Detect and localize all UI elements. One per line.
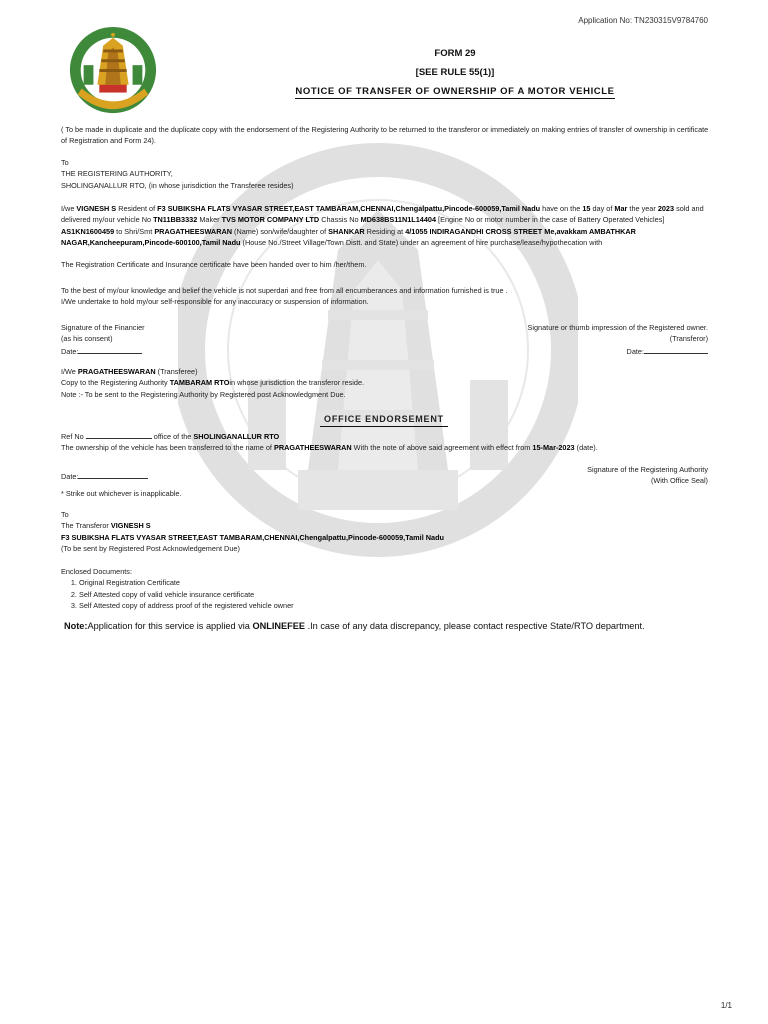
enclosed-item: 1. Original Registration Certificate xyxy=(79,577,711,588)
transferor-address-block: To The Transferor VIGNESH S F3 SUBIKSHA FLATS VYASAR STREET,EAST TAMBARAM,CHENNAI,Chengalpattu,Pincode-600059,Tamil Nadu (To be sent by Registered Post Acknowledgement Due) xyxy=(61,510,444,554)
enclosed-item: 2. Self Attested copy of valid vehicle insurance certificate xyxy=(79,589,711,600)
enclosed-item: 3. Self Attested copy of address proof of the registered vehicle owner xyxy=(79,600,711,611)
page-number: 1/1 xyxy=(720,1001,732,1010)
form-number: FORM 29 xyxy=(434,48,476,59)
to-block: To THE REGISTERING AUTHORITY, SHOLINGANALLUR RTO, (in whose jurisdiction the Transferee resides) xyxy=(61,158,294,190)
service-note: Note:Application for this service is applied via ONLINEFEE .In case of any data discrepancy, please contact respective State/RTO department. xyxy=(64,621,645,631)
office-endorsement-title: OFFICE ENDORSEMENT xyxy=(320,414,448,427)
financier-signature-block: Signature of the Financier (as his consent) Date: xyxy=(61,323,145,356)
office-endorsement-text: Ref No office of the SHOLINGANALLUR RTO The ownership of the vehicle has been transferred to the name of PRAGATHEESWARAN With the note of above said agreement with effect from 15-Mar-2023 (date). xyxy=(61,432,598,453)
tamil-nadu-emblem-icon xyxy=(64,26,162,118)
strike-note: * Strike out whichever is inapplicable. xyxy=(61,489,182,498)
intro-text: ( To be made in duplicate and the duplicate copy with the endorsement of the Registering Authority to be returned to the transferor or immediately on making entries of transfer of ownership in certificate of Registration and Form 24). xyxy=(61,125,709,146)
knowledge-block: To the best of my/our knowledge and belief the vehicle is not superdari and free from all encumberances and information furnished is true . I/We undertake to hold my/our self-responsible for any inaccuracy or suspension of information. xyxy=(61,286,508,307)
form-title: NOTICE OF TRANSFER OF OWNERSHIP OF A MOTOR VEHICLE xyxy=(295,86,615,97)
enclosed-documents: Enclosed Documents: 1. Original Registration Certificate 2. Self Attested copy of valid vehicle insurance certificate 3. Self Attested copy of address proof of the registered vehicle owner xyxy=(61,566,711,612)
office-date-field: Date: xyxy=(61,470,261,482)
owner-signature-block: Signature or thumb impression of the Registered owner. (Transferor) Date: xyxy=(527,323,708,356)
registering-authority-signature: Signature of the Registering Authority (With Office Seal) xyxy=(587,465,708,486)
rc-handover-line: The Registration Certificate and Insurance certificate have been handed over to him /her/them. xyxy=(61,260,367,269)
transferee-block: I/We PRAGATHEESWARAN (Transferee) Copy to the Registering Authority TAMBARAM RTOin whose jurisdiction the transferor reside. Note :- To be sent to the Registering Authority by Registered post Acknowledgment Due. xyxy=(61,367,365,399)
form-rule: [SEE RULE 55(1)] xyxy=(415,67,495,78)
application-number: Application No: TN230315V9784760 xyxy=(578,16,708,25)
declaration-paragraph: I/we VIGNESH S Resident of F3 SUBIKSHA FLATS VYASAR STREET,EAST TAMBARAM,CHENNAI,Chengalpattu,Pincode-600059,Tamil Nadu have on the 15 day of Mar the year 2023 sold and delivered my/our vehicle No TN11BB3332 Maker TVS MOTOR COMPANY LTD Chassis No MD638BS11N1L14404 [Engine No or motor number in the case of Battery Operated Vehicles] AS1KN1600459 to Shri/Smt PRAGATHEESWARAN (Name) son/wife/daughter of SHANKAR Residing at 4/1055 INDIRAGANDHI CROSS STREET Me,avakkam AMBATHKAR NAGAR,Kancheepuram,Pincode-600100,Tamil Nadu (House No./Street Village/Town Distt. and State) under an agreement of hire purchase/lease/hypothecation with xyxy=(61,204,704,248)
